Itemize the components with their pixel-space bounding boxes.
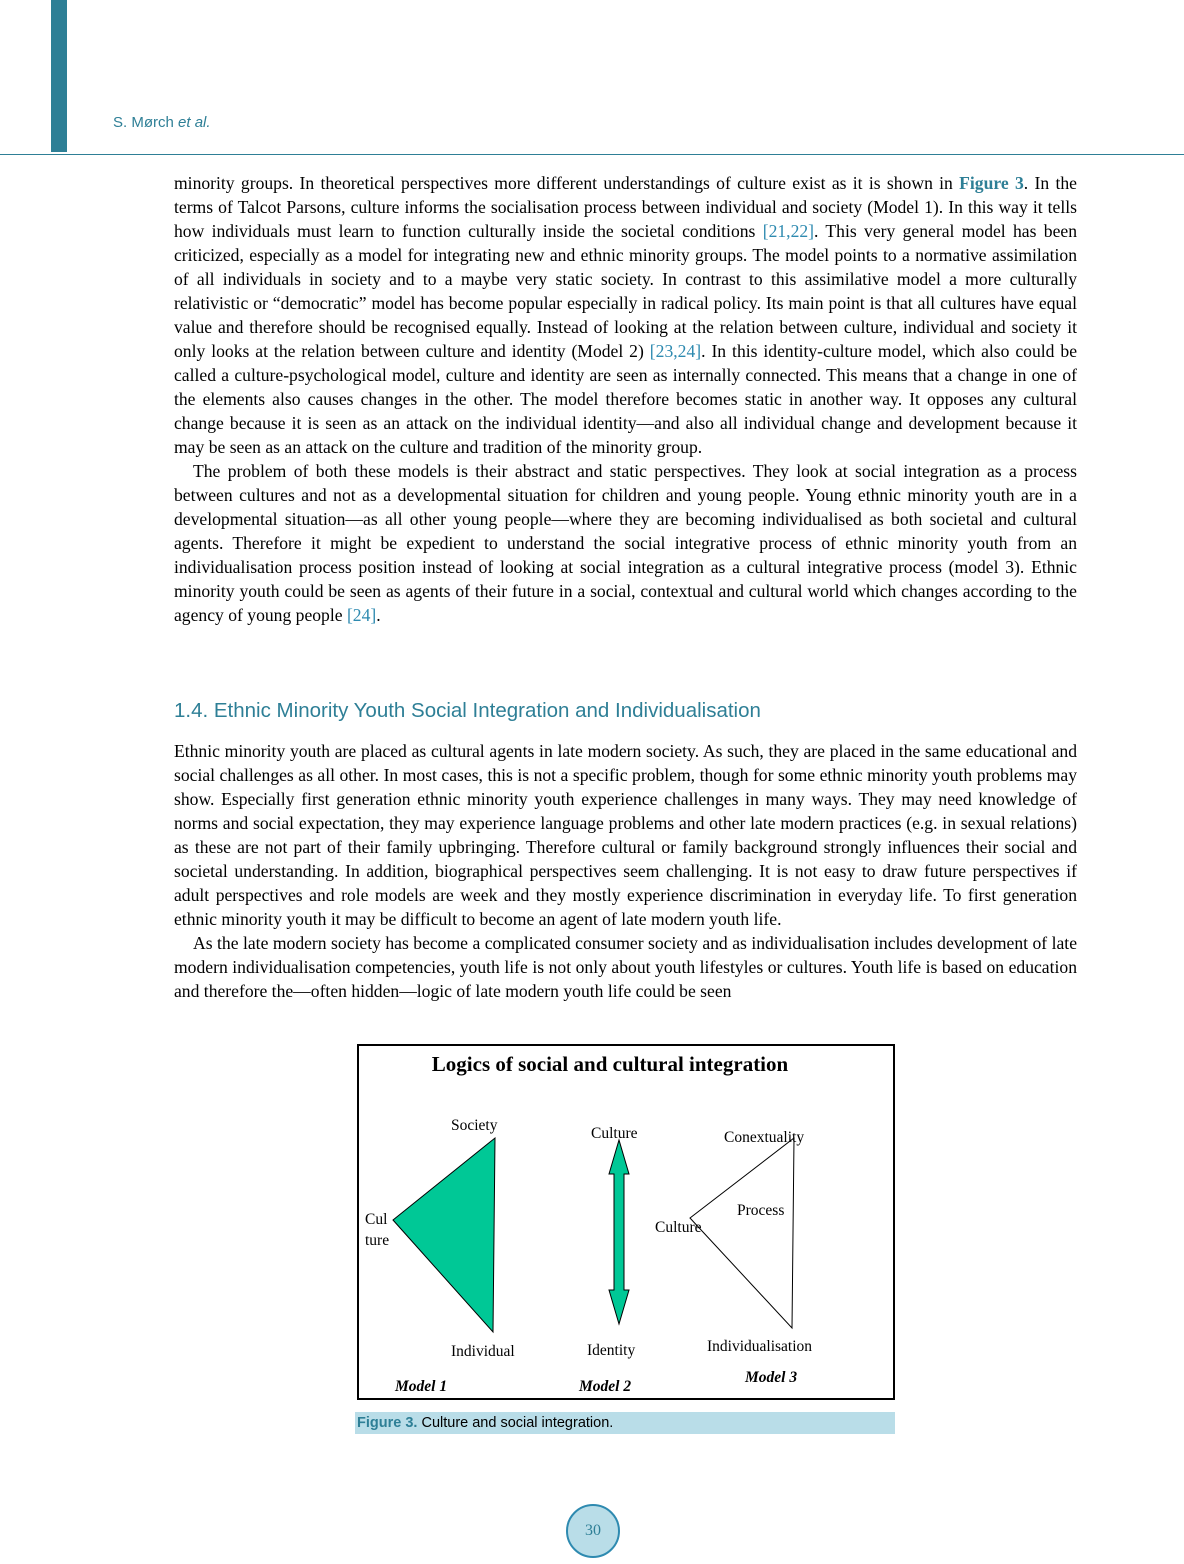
citation-link-23-24[interactable]: [23,24] bbox=[649, 341, 702, 361]
author-suffix: et al. bbox=[178, 114, 211, 131]
model1-culture-label-part1: Cul bbox=[365, 1211, 388, 1228]
model1-label: Model 1 bbox=[395, 1378, 448, 1395]
header-rule bbox=[0, 154, 1184, 155]
model3-individualisation-label: Individualisation bbox=[707, 1338, 813, 1355]
model2-culture-label: Culture bbox=[591, 1125, 638, 1142]
figure-title: Logics of social and cultural integration bbox=[431, 1052, 789, 1076]
model1-society-label: Society bbox=[451, 1117, 498, 1134]
para1-text-2: . In the terms of Talcot Parsons, culture informs the socialisation process between individual and society (Model 1). In this way it tells how individuals must learn to function culturally inside the societal conditions bbox=[174, 173, 1077, 241]
model3-process-label: Process bbox=[737, 1202, 785, 1219]
citation-link-21-22[interactable]: [21,22] bbox=[762, 221, 815, 241]
figure-caption-text: Culture and social integration. bbox=[417, 1415, 614, 1431]
figure-caption-label: Figure 3. bbox=[357, 1415, 418, 1431]
model1-individual-label: Individual bbox=[451, 1343, 515, 1360]
model1-triangle bbox=[393, 1138, 495, 1332]
body-text-lower bbox=[174, 739, 1077, 1003]
model1-culture-label-part2: ture bbox=[365, 1232, 390, 1249]
running-head bbox=[113, 114, 211, 131]
body-text-upper bbox=[174, 171, 1077, 627]
figure-3-diagram bbox=[359, 1046, 893, 1398]
model3-label: Model 3 bbox=[745, 1369, 798, 1386]
citation-link-24[interactable]: [24] bbox=[346, 605, 377, 625]
figure-3-link[interactable]: Figure 3 bbox=[959, 173, 1024, 193]
para2-text-2: . bbox=[376, 605, 381, 625]
page-number: 30 bbox=[566, 1504, 620, 1558]
para1-text-3: . This very general model has been criticized, especially as a model for integrating new and ethnic minority groups. The model points to a normative assimilation of all individuals in society and to a maybe very static society. In contrast to this assimilative model a more culturally relativistic or “democratic” model has become popular especially in radical policy. Its main point is that all cultures have equal value and therefore should be recognised equally. Instead of looking at the relation between culture, individual and society it only looks at the relation between culture and identity (Model 2) bbox=[174, 221, 1077, 361]
model3-culture-label: Culture bbox=[655, 1219, 702, 1236]
model2-label: Model 2 bbox=[579, 1378, 632, 1395]
header-accent-bar bbox=[51, 0, 67, 152]
figure-caption bbox=[355, 1412, 895, 1434]
paragraph-2 bbox=[174, 459, 1077, 627]
para2-text-1: The problem of both these models is their abstract and static perspectives. They look at social integration as a process between cultures and not as a developmental situation for children and young people. Young ethnic minority youth are in a developmental situation—as all other young people—where they are becoming individualised as both societal and cultural agents. Therefore it might be expedient to understand the social integrative process of ethnic minority youth from an individualisation process position instead of looking at social integration as a cultural integrative process (model 3). Ethnic minority youth could be seen as agents of their future in a social, contextual and cultural world which changes according to the agency of young people bbox=[174, 461, 1077, 625]
model2-identity-label: Identity bbox=[587, 1342, 636, 1359]
model2-double-arrow bbox=[609, 1140, 629, 1324]
section-heading: 1.4. Ethnic Minority Youth Social Integration and Individualisation bbox=[174, 699, 761, 722]
paragraph-3: Ethnic minority youth are placed as cultural agents in late modern society. As such, they are placed in the same educational and social challenges as all other. In most cases, this is not a specific problem, though for some ethnic minority youth problems may show. Especially first generation ethnic minority youth experience challenges in many ways. They may need knowledge of norms and social expectation, they may experience language problems and other late modern practices (e.g. in sexual relations) as these are not part of their family upbringing. Therefore cultural or family background strongly influences their social and societal understanding. In addition, biographical perspectives seem challenging. It is not easy to draw future perspectives if adult perspectives and role models are week and they mostly experience discrimination in everyday life. To first generation ethnic minority youth it may be difficult to become an agent of late modern youth life. bbox=[174, 741, 1077, 929]
para1-text-1: minority groups. In theoretical perspectives more different understandings of culture exist as it is shown in bbox=[174, 173, 960, 193]
para1-text-4: . In this identity-culture model, which also could be called a culture-psychological model, culture and identity are seen as internally connected. This means that a change in one of the elements also causes changes in the other. The model therefore becomes static in another way. It opposes any cultural change because it is seen as an attack on the individual identity—and also all individual change and development because it may be seen as an attack on the culture and tradition of the minority group. bbox=[174, 341, 1078, 457]
paragraph-4: As the late modern society has become a complicated consumer society and as individualisation includes development of late modern individualisation competencies, youth life is not only about youth lifestyles or cultures. Youth life is based on education and therefore the—often hidden—logic of late modern youth life could be seen bbox=[174, 933, 1077, 1001]
paragraph-1 bbox=[174, 171, 1077, 459]
model3-triangle bbox=[690, 1138, 794, 1328]
model3-contextuality-label: Conextuality bbox=[724, 1129, 805, 1146]
figure-3 bbox=[357, 1044, 895, 1400]
author-name: S. Mørch bbox=[113, 114, 174, 131]
